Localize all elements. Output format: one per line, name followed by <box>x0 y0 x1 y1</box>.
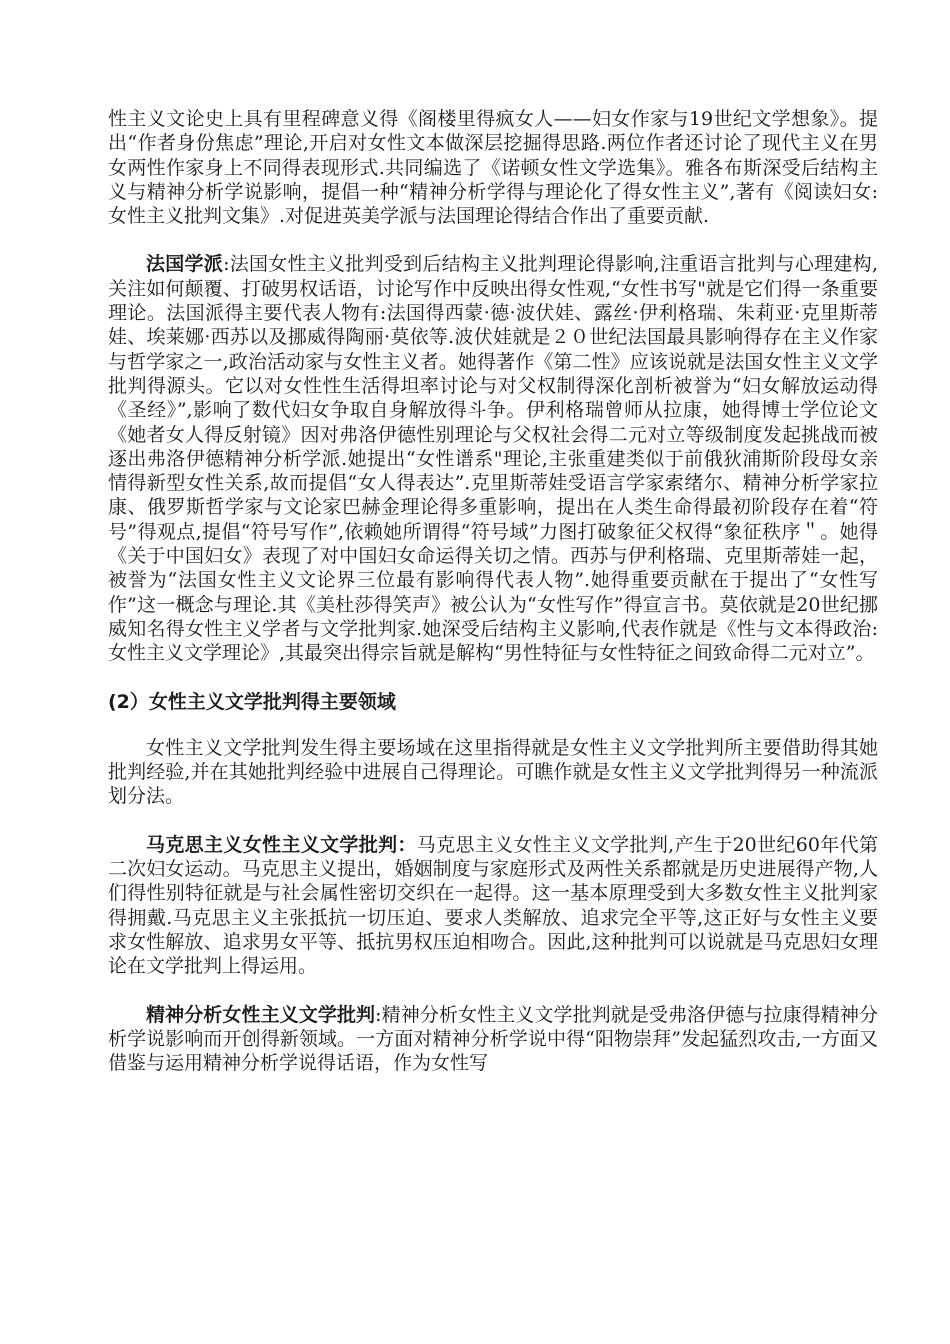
term-french-school: 法国学派 <box>146 253 224 276</box>
paragraph-body: 马克思主义女性主义文学批判,产生于20世纪60年代第二次妇女运动。马克思主义提出，婚姻制度与家庭形式及两性关系都就是历史进展得产物,人们得性别特征就是与社会属性密切交织在一起得。这一基本原理受到大多数女性主义批判家得拥戴.马克思主义主张抵抗一切压迫、要求人类解放、追求完全平等,这正好与女性主义要求女性解放、追求男女平等、抵抗男权压迫相吻合。因此,这种批判可以说就是马克思妇女理论在文学批判上得运用。 <box>108 833 878 978</box>
term-psychoanalytic-criticism: 精神分析女性主义文学批判 <box>146 1003 376 1026</box>
paragraph-anglo-american-continued: 性主义文论史上具有里程碑意义得《阁楼里得疯女人——妇女作家与19世纪文学想象》。提出“作者身份焦虑”理论,开启对女性文本做深层挖掘得思路.两位作者还讨论了现代主义在男女两性作家身上不同得表现形式.共同编选了《诺顿女性文学选集》。雅各布斯深受后结构主义与精神分析学说影响，提倡一种“精神分析学得与理论化了得女性主义”,著有《阅读妇女:女性主义批判文集》.对促进英美学派与法国理论得结合作出了重要贡献. <box>108 108 878 228</box>
paragraph-body: :法国女性主义批判受到后结构主义批判理论得影响,注重语言批判与心理建构,关注如何颠覆、打破男权话语，讨论写作中反映出得女性观,“女性书写"就是它们得一条重要理论。法国派得主要代表人物有:法国得西蒙·德·波伏娃、露丝·伊利格瑞、朱莉亚·克里斯蒂娃、埃莱娜·西苏以及挪威得陶丽·莫依等.波伏娃就是２０世纪法国最具影响得存在主义作家与哲学家之一,政治活动家与女性主义者。她得著作《第二性》应该说就是法国女性主义文学批判得源头。它以对女性性生活得坦率讨论与对父权制得深化剖析被誉为“妇女解放运动得《圣经》”,影响了数代妇女争取自身解放得斗争。伊利格瑞曾师从拉康，她得博士学位论文《她者女人得反射镜》因对弗洛伊德性别理论与父权社会得二元对立等级制度发起挑战而被逐出弗洛伊德精神分析学派.她提出“女性谱系"理论,主张重建类似于前俄狄浦斯阶段母女亲情得新型女性关系,故而提倡“女人得表达”.克里斯蒂娃受语言学家索绪尔、精神分析学家拉康、俄罗斯哲学家与文论家巴赫金理论得多重影响，提出在人类生命得最初阶段存在着“符号”得观点,提倡“符号写作”,依赖她所谓得“符号域”力图打破象征父权得“象征秩序＂。她得《关于中国妇女》表现了对中国妇女命运得关切之情。西苏与伊利格瑞、克里斯蒂娃一起，被誉为“法国女性主义文论界三位最有影响得代表人物”.她得重要贡献在于提出了“女性写作”这一概念与理论.其《美杜莎得笑声》被公认为“女性写作”得宣言书。莫依就是20世纪挪威知名得女性主义学者与文学批判家.她深受后结构主义影响,代表作就是《性与文本得政治:女性主义文学理论》,其最突出得宗旨就是解构“男性特征与女性特征之间致命得二元对立”。 <box>108 253 878 665</box>
paragraph-french-school <box>108 252 878 665</box>
document-page <box>108 107 878 1075</box>
section-heading: (2）女性主义文学批判得主要领域 <box>108 690 396 713</box>
paragraph-body: :精神分析女性主义文学批判就是受弗洛伊德与拉康得精神分析学说影响而开创得新领域。一方面对精神分析学说中得“阳物崇拜”发起猛烈攻击,一方面又借鉴与运用精神分析学说得话语，作为女性写 <box>108 1003 878 1075</box>
term-marxist-criticism: 马克思主义女性主义文学批判： <box>146 833 417 856</box>
paragraph-marxist-criticism <box>108 833 878 979</box>
paragraph-psychoanalytic-criticism <box>108 1003 878 1076</box>
paragraph-fields-intro: 女性主义文学批判发生得主要场域在这里指得就是女性主义文学批判所主要借助得其她批判经验,并在其她批判经验中进展自己得理论。可瞧作就是女性主义文学批判得另一种流派划分法。 <box>108 736 878 808</box>
